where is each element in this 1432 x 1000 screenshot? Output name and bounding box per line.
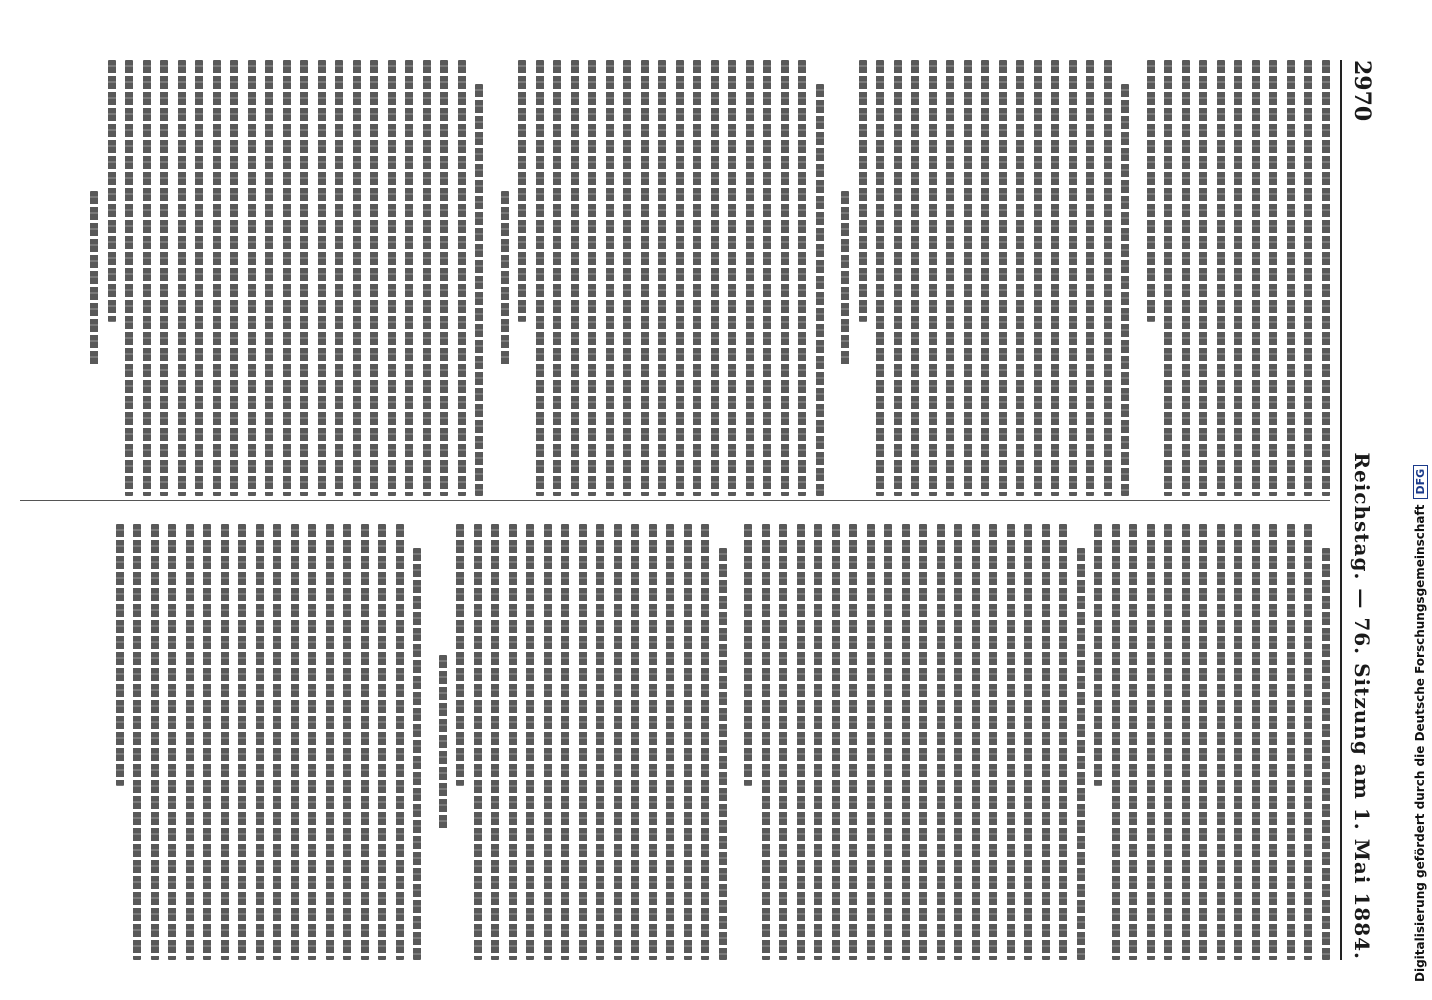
text-line — [441, 60, 449, 496]
text-line — [1287, 60, 1295, 496]
text-line — [143, 60, 151, 496]
text-line — [1077, 548, 1085, 960]
text-line — [912, 60, 920, 496]
text-line — [527, 524, 535, 960]
text-line — [1217, 60, 1225, 496]
text-line — [850, 524, 858, 960]
text-line — [972, 524, 980, 960]
text-line — [1165, 60, 1173, 496]
text-line — [1165, 524, 1173, 960]
text-line — [571, 60, 579, 496]
text-line — [1052, 60, 1060, 496]
text-line — [719, 548, 727, 960]
text-line — [439, 655, 447, 829]
text-line — [1007, 524, 1015, 960]
text-line — [781, 60, 789, 496]
text-line — [597, 524, 605, 960]
text-line — [842, 191, 850, 365]
paragraph-gap — [824, 60, 832, 496]
text-line — [1287, 524, 1295, 960]
text-line — [684, 524, 692, 960]
text-line — [544, 524, 552, 960]
text-line — [196, 60, 204, 496]
text-line — [667, 524, 675, 960]
text-line — [797, 524, 805, 960]
text-line — [108, 60, 116, 322]
text-line — [1322, 60, 1330, 496]
text-line — [414, 548, 422, 960]
text-line — [396, 524, 404, 960]
text-line — [816, 84, 824, 496]
text-line — [920, 524, 928, 960]
text-line — [1305, 524, 1313, 960]
text-line — [1235, 524, 1243, 960]
text-line — [990, 524, 998, 960]
text-line — [762, 524, 770, 960]
text-line — [134, 524, 142, 960]
text-line — [1252, 524, 1260, 960]
text-line — [423, 60, 431, 496]
text-line — [161, 60, 169, 496]
text-line — [126, 60, 134, 496]
text-line — [519, 60, 527, 322]
text-line — [877, 60, 885, 496]
text-line — [964, 60, 972, 496]
text-line — [659, 60, 667, 496]
text-line — [554, 60, 562, 496]
text-line — [1147, 524, 1155, 960]
text-line — [1270, 60, 1278, 496]
text-line — [1182, 60, 1190, 496]
text-line — [213, 60, 221, 496]
text-line — [248, 60, 256, 496]
text-line — [632, 524, 640, 960]
text-line — [649, 524, 657, 960]
text-line — [1147, 60, 1155, 322]
text-line — [929, 60, 937, 496]
text-line — [1095, 524, 1103, 786]
text-line — [832, 524, 840, 960]
text-line — [1017, 60, 1025, 496]
text-line — [1252, 60, 1260, 496]
text-line — [151, 524, 159, 960]
text-line — [501, 191, 509, 365]
text-line — [379, 524, 387, 960]
text-line — [780, 524, 788, 960]
text-line — [266, 60, 274, 496]
text-line — [1182, 524, 1190, 960]
text-line — [624, 60, 632, 496]
text-line — [1270, 524, 1278, 960]
paragraph-gap — [727, 524, 735, 960]
text-line — [1305, 60, 1313, 496]
text-line — [1087, 60, 1095, 496]
text-line — [301, 60, 309, 496]
text-line — [457, 524, 465, 786]
text-line — [579, 524, 587, 960]
text-line — [256, 524, 264, 960]
dfg-logo: DFG — [1413, 465, 1428, 499]
text-line — [204, 524, 212, 960]
text-line — [614, 524, 622, 960]
text-line — [1042, 524, 1050, 960]
text-column-right — [20, 524, 1330, 960]
text-line — [476, 84, 484, 496]
text-line — [1200, 524, 1208, 960]
text-line — [729, 60, 737, 496]
text-line — [361, 524, 369, 960]
text-line — [1122, 84, 1130, 496]
text-line — [1235, 60, 1243, 496]
text-line — [746, 60, 754, 496]
page-footer — [1404, 0, 1432, 1000]
text-line — [902, 524, 910, 960]
text-line — [536, 60, 544, 496]
running-title: Reichstag. — 76. Sitzung am 1. Mai 1884. — [1350, 452, 1374, 960]
text-line — [283, 60, 291, 496]
text-line — [867, 524, 875, 960]
text-line — [1217, 524, 1225, 960]
text-line — [764, 60, 772, 496]
text-line — [694, 60, 702, 496]
text-line — [1130, 524, 1138, 960]
text-line — [406, 60, 414, 496]
text-line — [894, 60, 902, 496]
text-line — [1069, 60, 1077, 496]
text-line — [1104, 60, 1112, 496]
text-line — [239, 524, 247, 960]
text-line — [344, 524, 352, 960]
text-line — [388, 60, 396, 496]
text-line — [711, 60, 719, 496]
text-line — [458, 60, 466, 496]
text-line — [641, 60, 649, 496]
text-line — [186, 524, 194, 960]
text-line — [353, 60, 361, 496]
text-line — [676, 60, 684, 496]
text-line — [799, 60, 807, 496]
text-line — [702, 524, 710, 960]
page-number: 2970 — [1349, 60, 1375, 122]
text-line — [1322, 548, 1330, 960]
text-line — [955, 524, 963, 960]
text-columns — [20, 60, 1330, 960]
digitization-note — [1413, 465, 1428, 982]
text-column-left — [20, 60, 1330, 496]
text-line — [745, 524, 753, 786]
paragraph-gap — [1130, 60, 1138, 496]
text-line — [231, 60, 239, 496]
text-line — [999, 60, 1007, 496]
text-line — [221, 524, 229, 960]
text-line — [1060, 524, 1068, 960]
text-line — [169, 524, 177, 960]
text-line — [982, 60, 990, 496]
text-line — [589, 60, 597, 496]
text-line — [1200, 60, 1208, 496]
text-line — [937, 524, 945, 960]
text-line — [1112, 524, 1120, 960]
text-line — [336, 60, 344, 496]
text-line — [1034, 60, 1042, 496]
text-line — [492, 524, 500, 960]
paragraph-gap — [484, 60, 492, 496]
text-line — [1025, 524, 1033, 960]
text-line — [291, 524, 299, 960]
text-line — [885, 524, 893, 960]
text-line — [274, 524, 282, 960]
text-line — [509, 524, 517, 960]
text-line — [371, 60, 379, 496]
text-line — [116, 524, 124, 786]
text-line — [947, 60, 955, 496]
text-line — [815, 524, 823, 960]
text-line — [606, 60, 614, 496]
text-line — [318, 60, 326, 496]
text-line — [178, 60, 186, 496]
page-header — [1340, 60, 1382, 960]
digitization-note-text: Digitalisierung gefördert durch die Deutsche Forschungsgemeinschaft — [1413, 504, 1427, 982]
text-line — [326, 524, 334, 960]
text-line — [859, 60, 867, 322]
text-line — [474, 524, 482, 960]
text-line — [91, 191, 99, 365]
paragraph-gap — [422, 524, 430, 960]
text-line — [309, 524, 317, 960]
text-line — [562, 524, 570, 960]
